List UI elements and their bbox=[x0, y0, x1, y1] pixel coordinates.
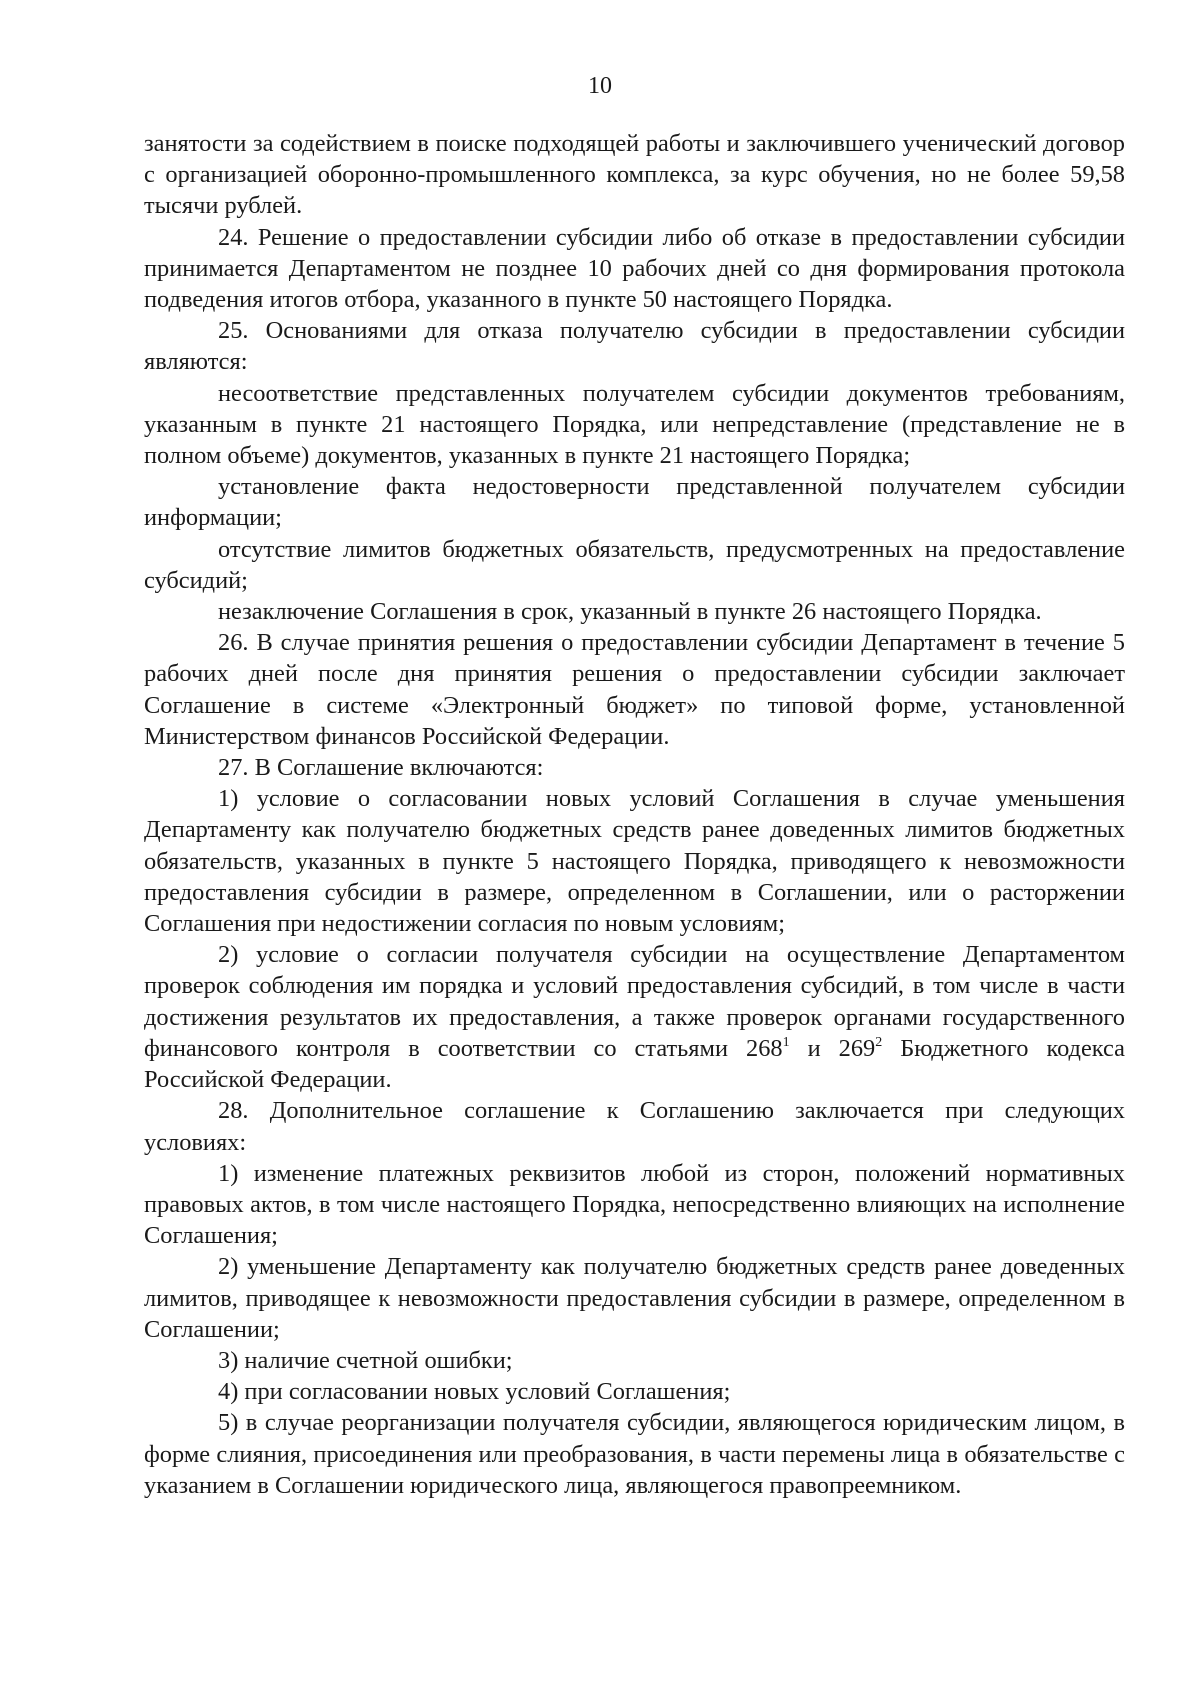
paragraph-item-28-sub-2: 2) уменьшение Департаменту как получателю бюджетных средств ранее доведенных лимитов, приводящее к невозможности предоставления субсидии в размере, определенном в Соглашении; bbox=[144, 1253, 1125, 1343]
paragraph-refusal-ground-1: несоответствие представленных получателем субсидии документов требованиям, указанным в пункте 21 настоящего Порядка, или непредставление (представление не в полном объеме) документов, указанных в пункте 21 настоящего Порядка; bbox=[144, 379, 1125, 470]
paragraph-item-27: 27. В Соглашение включаются: bbox=[218, 754, 544, 782]
paragraph-text: Бюджетного кодекса Российской Федерации. bbox=[144, 1034, 1125, 1094]
paragraph-refusal-ground-2: установление факта недостоверности представленной получателем субсидии информации; bbox=[144, 473, 1125, 532]
paragraph-text: и 269 bbox=[789, 1034, 876, 1062]
paragraph-refusal-ground-3: отсутствие лимитов бюджетных обязательств, предусмотренных на предоставление субсидий; bbox=[144, 535, 1125, 594]
paragraph-item-28-sub-1: 1) изменение платежных реквизитов любой из сторон, положений нормативных правовых актов, в том числе настоящего Порядка, непосредственно влияющих на исполнение Соглашения; bbox=[144, 1159, 1125, 1250]
paragraph-item-28-sub-3: 3) наличие счетной ошибки; bbox=[218, 1346, 513, 1374]
paragraph-refusal-ground-4: незаключение Соглашения в срок, указанный в пункте 26 настоящего Порядка. bbox=[218, 598, 1042, 626]
paragraph-item-26: 26. В случае принятия решения о предоставлении субсидии Департамент в течение 5 рабочих дней после дня принятия решения о предоставлении субсидии заключает Соглашение в системе «Электронный бюджет» по типовой форме, установленной Министерством финансов Российской Федерации. bbox=[144, 629, 1125, 750]
superscript: 2 bbox=[875, 1034, 883, 1050]
paragraph-item-27-sub-1: 1) условие о согласовании новых условий Соглашения в случае уменьшения Департаменту как получателю бюджетных средств ранее доведенных лимитов бюджетных обязательств, указанных в пункте 5 настоящего Порядка, приводящего к невозможности предоставления субсидии в размере, определенном в Соглашении, или о расторжении Соглашения при недостижении согласия по новым условиям; bbox=[144, 785, 1125, 938]
paragraph-item-24: 24. Решение о предоставлении субсидии либо об отказе в предоставлении субсидии принимается Департаментом не позднее 10 рабочих дней со дня формирования протокола подведения итогов отбора, указанного в пункте 50 настоящего Порядка. bbox=[144, 223, 1125, 314]
document-body bbox=[144, 128, 1125, 1501]
paragraph-item-28-sub-5: 5) в случае реорганизации получателя субсидии, являющегося юридическим лицом, в форме слияния, присоединения или преобразования, в части перемены лица в обязательстве с указанием в Соглашении юридического лица, являющегося правопреемником. bbox=[144, 1409, 1125, 1499]
superscript: 1 bbox=[782, 1034, 790, 1050]
paragraph-continuation: занятости за содействием в поиске подходящей работы и заключившего ученический договор с организацией оборонно-промышленного комплекса, за курс обучения, но не более 59,58 тысячи рублей. bbox=[144, 130, 1125, 220]
paragraph-item-28: 28. Дополнительное соглашение к Соглашению заключается при следующих условиях: bbox=[144, 1097, 1125, 1156]
paragraph-item-28-sub-4: 4) при согласовании новых условий Соглашения; bbox=[218, 1378, 731, 1406]
page-number: 10 bbox=[588, 73, 612, 99]
paragraph-item-25: 25. Основаниями для отказа получателю субсидии в предоставлении субсидии являются: bbox=[144, 317, 1125, 376]
paragraph-item-27-sub-2 bbox=[144, 939, 1125, 1095]
paragraph-text: 2) условие о согласии получателя субсидии на осуществление Департаментом проверок соблюдения им порядка и условий предоставления субсидий, в том числе в части достижения результатов их предоставления, а также проверок органами государственного финансового контроля в соответствии со статьями 268 bbox=[144, 941, 1125, 1062]
